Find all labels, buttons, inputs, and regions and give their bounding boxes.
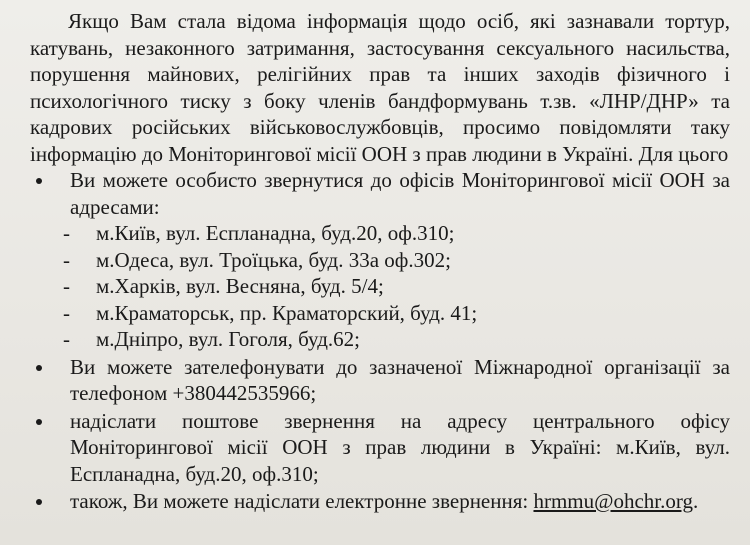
office-address-item [63,247,730,274]
bullet-phone-text: Ви можете зателефонувати до зазначеної Міжнародної організації за телефоном +380442535966; [70,354,730,405]
bullet-visit-offices [30,167,730,353]
office-address-item [63,300,730,327]
contact-options-list [30,167,730,515]
bullet-dot-icon [36,178,42,184]
dash-marker: - [63,274,70,298]
dash-marker: - [63,327,70,351]
dash-marker: - [63,247,70,272]
office-address-list [63,220,730,353]
office-address-text: м.Київ, вул. Еспланадна, буд.20, оф.310; [96,221,455,245]
bullet-mail-text: надіслати поштове звернення на адресу центрального офісу Моніторингової місії ООН з прав людини в Україні: м.Київ, вул. Еспланадна, буд.20, оф.310; [70,408,730,486]
bullet-email-text: також, Ви можете надіслати електронне звернення: [70,489,534,513]
office-address-item [63,273,730,300]
bullet-email-end: . [693,489,699,513]
office-address-text: м.Краматорськ, пр. Краматорский, буд. 41; [96,300,478,325]
office-address-text: м.Харків, вул. Весняна, буд. 5/4; [96,274,384,298]
bullet-email [30,488,730,515]
office-address-text: м.Одеса, вул. Троїцька, буд. 33а оф.302; [96,247,452,272]
bullet-visit-offices-text: Ви можете особисто звернутися до офісів Моніторингової місії ООН за адресами: [70,168,730,219]
office-address-item [63,326,730,353]
bullet-dot-icon [36,419,42,425]
email-link[interactable]: hrmmu@ohchr.org [533,489,694,513]
bullet-dot-icon [36,365,42,371]
bullet-phone [30,354,730,407]
dash-marker: - [63,300,70,325]
bullet-mail [30,408,730,488]
office-address-item [63,220,730,247]
bullet-dot-icon [36,499,42,505]
intro-paragraph: Якщо Вам стала відома інформація щодо осіб, які зазнавали тортур, катувань, незаконного затримання, застосування сексуального насильства, порушення майнових, релігійних прав та інших заходів фізичного і психологічного тиску з боку членів бандформувань т.зв. «ЛНР/ДНР» та кадрових російських військовослужбовців, просимо повідомляти таку інформацію до Моніторингової місії ООН з прав людини в Україні. Для цього [30,9,730,166]
dash-marker: - [63,221,70,245]
office-address-text: м.Дніпро, вул. Гоголя, буд.62; [96,327,361,351]
